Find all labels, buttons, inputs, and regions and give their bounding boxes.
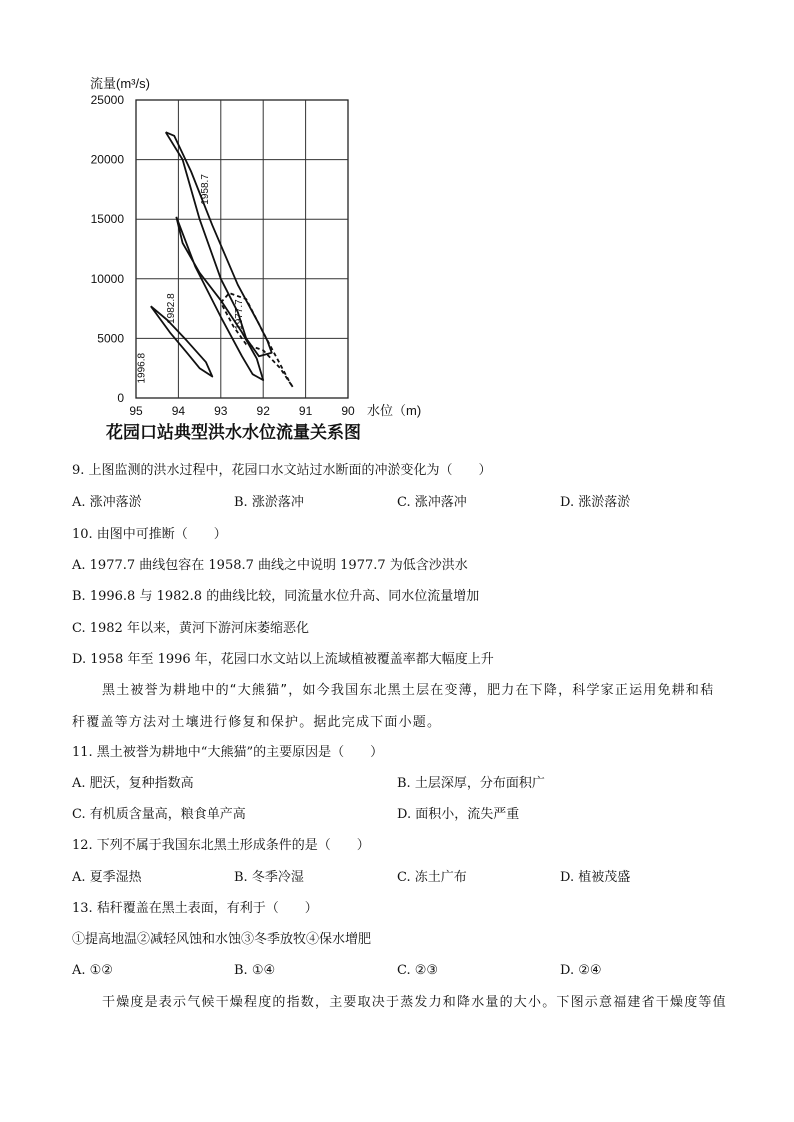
q13-option-b: B. ①④ xyxy=(234,963,276,978)
q12-option-b: B. 冬季冷湿 xyxy=(234,870,304,885)
q10-option-c: C. 1982 年以来，黄河下游河床萎缩恶化 xyxy=(72,621,309,636)
q12-option-a: A. 夏季湿热 xyxy=(72,870,142,885)
y-tick-label: 25000 xyxy=(90,93,124,107)
q13-option-c: C. ②③ xyxy=(397,963,439,978)
stage-discharge-chart xyxy=(80,70,440,450)
flood-stage-discharge-figure xyxy=(80,70,440,450)
x-tick-label: 94 xyxy=(171,404,186,418)
y-tick-label: 0 xyxy=(117,391,124,405)
chart-title: 花园口站典型洪水水位流量关系图 xyxy=(106,423,361,442)
chart-series xyxy=(151,132,293,387)
chart-labels xyxy=(91,93,355,418)
q11-stem: 11. 黑土被誉为耕地中“大熊猫”的主要原因是（ ） xyxy=(72,745,384,760)
x-tick-label: 91 xyxy=(298,404,313,418)
q12-option-c: C. 冻土广布 xyxy=(397,870,467,885)
series-1958-7 xyxy=(166,132,272,356)
chart-grid xyxy=(136,100,348,398)
passage-aridity-line1: 干燥度是表示气候干燥程度的指数，主要取决于蒸发力和降水量的大小。下图示意福建省干燥度等值 xyxy=(102,995,727,1010)
q12-stem: 12. 下列不属于我国东北黑土形成条件的是（ ） xyxy=(72,838,370,853)
q13-stem: 13. 秸秆覆盖在黑土表面，有利于（ ） xyxy=(72,901,318,916)
q10-option-d: D. 1958 年至 1996 年，花园口水文站以上流域植被覆盖率都大幅度上升 xyxy=(72,652,494,667)
passage-black-soil-line1: 黑土被誉为耕地中的“大熊猫”，如今我国东北黑土层在变薄，肥力在下降，科学家正运用免耕和秸 xyxy=(102,683,715,698)
q9-option-a: A. 涨冲落淤 xyxy=(72,495,142,510)
q11-option-a: A. 肥沃，复种指数高 xyxy=(72,776,194,791)
q11-option-c: C. 有机质含量高，粮食单产高 xyxy=(72,807,246,822)
q13-option-a: A. ①② xyxy=(72,963,113,978)
y-tick-label: 5000 xyxy=(97,331,124,346)
q12-option-d: D. 植被茂盛 xyxy=(560,870,631,885)
x-tick-label: 95 xyxy=(129,404,143,418)
q13-items: ①提高地温②减轻风蚀和水蚀③冬季放牧④保水增肥 xyxy=(72,932,372,947)
y-axis-label: 流量(m³/s) xyxy=(90,76,150,91)
series-1977-7 xyxy=(221,293,293,387)
q11-option-b: B. 土层深厚，分布面积广 xyxy=(397,776,545,791)
y-tick-label: 20000 xyxy=(90,152,124,167)
q9-option-d: D. 涨淤落淤 xyxy=(560,495,631,510)
x-tick-label: 90 xyxy=(341,404,355,418)
series-label: 1977.7 xyxy=(234,299,245,330)
series-label: 1982.8 xyxy=(166,293,178,324)
q11-option-d: D. 面积小，流失严重 xyxy=(397,807,520,822)
x-tick-label: 93 xyxy=(214,404,228,418)
x-tick-label: 92 xyxy=(256,404,270,418)
series-label: 1958.7 xyxy=(200,174,212,205)
q9-option-c: C. 涨冲落冲 xyxy=(397,495,467,510)
q9-option-b: B. 涨淤落冲 xyxy=(234,495,304,510)
q9-stem: 9. 上图监测的洪水过程中，花园口水文站过水断面的冲淤变化为（ ） xyxy=(72,463,492,478)
x-axis-label: 水位（m) xyxy=(367,403,422,418)
y-tick-label: 15000 xyxy=(90,212,124,227)
q10-stem: 10. 由图中可推断（ ） xyxy=(72,527,227,542)
series-label: 1996.8 xyxy=(136,352,148,384)
series-1996-8 xyxy=(151,306,213,376)
q10-option-a: A. 1977.7 曲线包容在 1958.7 曲线之中说明 1977.7 为低含沙洪水 xyxy=(72,558,468,573)
q13-option-d: D. ②④ xyxy=(560,963,602,978)
q10-option-b: B. 1996.8 与 1982.8 的曲线比较，同流量水位升高、同水位流量增加 xyxy=(72,589,480,604)
y-tick-label: 10000 xyxy=(90,271,124,286)
passage-black-soil-line2: 秆覆盖等方法对土壤进行修复和保护。据此完成下面小题。 xyxy=(72,715,442,730)
plot-frame xyxy=(136,100,348,398)
